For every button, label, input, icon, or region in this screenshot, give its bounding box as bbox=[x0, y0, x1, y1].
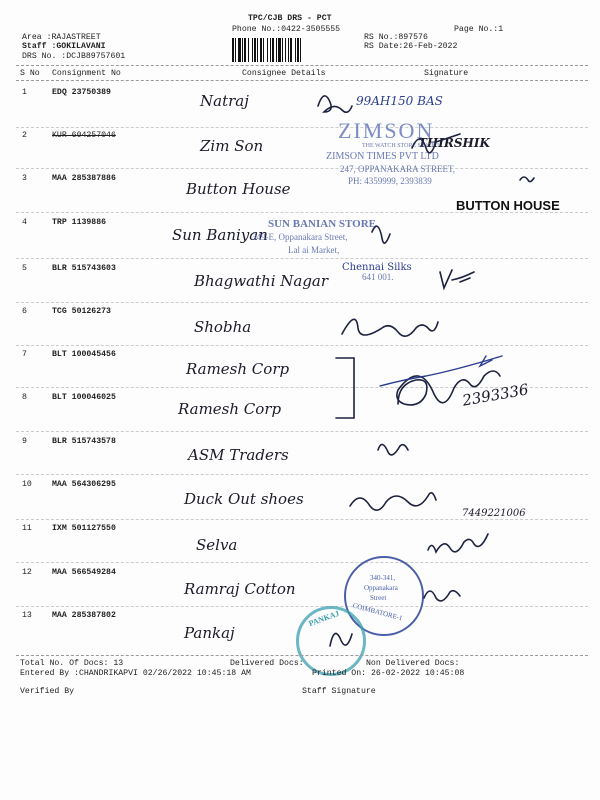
row-consignment: BLT 100045456 bbox=[52, 350, 116, 359]
phone-number: Phone No.:0422-3505555 bbox=[232, 25, 341, 34]
row-consignee-handwritten: Button House bbox=[186, 180, 291, 198]
zimson-phone: PH: 4359999, 2393839 bbox=[348, 176, 432, 186]
signature-11 bbox=[428, 534, 488, 552]
row-sno: 3 bbox=[22, 174, 27, 183]
entered-by: Entered By :CHANDRIKAPVI 02/26/2022 10:45:18 AM bbox=[20, 669, 251, 678]
row-consignee-handwritten: ASM Traders bbox=[188, 446, 289, 464]
row-consignee-handwritten: Duck Out shoes bbox=[184, 490, 304, 508]
zimson-address: 247, OPPANAKARA STREET, bbox=[340, 164, 456, 174]
signature-13 bbox=[330, 634, 352, 647]
sun-address-2: Lal ai Market, bbox=[288, 245, 340, 255]
sun-address-1: 349-E, Oppanakara Street, bbox=[252, 232, 348, 242]
signature-5 bbox=[440, 270, 474, 288]
row-consignee-handwritten: Ramraj Cotton bbox=[184, 580, 296, 598]
row-sno: 11 bbox=[22, 524, 32, 533]
row-consignment: MAA 285387802 bbox=[52, 611, 116, 620]
sun-address-3: 641 001. bbox=[362, 272, 394, 282]
printed-on: Printed On: 26-02-2022 10:45:08 bbox=[312, 669, 465, 678]
round-stamp-line: 340-341, bbox=[370, 574, 396, 582]
row-consignment: BLT 100046025 bbox=[52, 393, 116, 402]
signature-12 bbox=[424, 591, 460, 601]
row-sno: 2 bbox=[22, 131, 27, 140]
signature-9 bbox=[378, 444, 408, 454]
row-consignee-handwritten: Ramesh Corp bbox=[186, 360, 290, 378]
row-note: THIRSHIK bbox=[418, 136, 490, 150]
row-consignee-handwritten: Shobha bbox=[194, 318, 252, 336]
row-consignee-handwritten: Natraj bbox=[200, 92, 249, 110]
verified-by: Verified By bbox=[20, 687, 75, 696]
rs-number: RS No.:897576 bbox=[364, 33, 428, 42]
row-consignment: TRP 1139886 bbox=[52, 218, 107, 227]
signature-1 bbox=[318, 96, 352, 112]
signature-8 bbox=[397, 371, 500, 405]
zimson-tagline: THE WATCH STORE SINCE 1 bbox=[362, 143, 440, 149]
row-consignment: BLR 515743578 bbox=[52, 437, 116, 446]
row-consignee-handwritten: Bhagwathi Nagar bbox=[194, 272, 329, 290]
row-consignee-handwritten: Zim Son bbox=[200, 137, 264, 155]
row-sno: 13 bbox=[22, 611, 32, 620]
round-stamp-line: Oppanakara bbox=[364, 584, 398, 592]
row-sno: 5 bbox=[22, 264, 27, 273]
row-sno: 9 bbox=[22, 437, 27, 446]
row-note: 7449221006 bbox=[462, 508, 526, 519]
signature-7 bbox=[336, 358, 354, 418]
row-sno: 7 bbox=[22, 350, 27, 359]
sun-name: SUN BANIAN STORE bbox=[268, 218, 376, 230]
row-sno: 8 bbox=[22, 393, 27, 402]
column-sno: S No bbox=[20, 69, 40, 78]
row-note: Chennai Silks bbox=[342, 262, 412, 273]
button-house-stamp: BUTTON HOUSE bbox=[456, 198, 560, 213]
row-consignee-handwritten: Pankaj bbox=[184, 624, 235, 642]
column-consignment: Consignment No bbox=[52, 69, 121, 78]
pankaj-stamp-text: PANKAJ bbox=[307, 608, 341, 629]
row-consignee-handwritten: Sun Baniyan bbox=[172, 226, 268, 244]
signature-2 bbox=[412, 134, 460, 153]
page-number: Page No.:1 bbox=[454, 25, 504, 34]
row-sno: 4 bbox=[22, 218, 27, 227]
row-consignment: TCG 50126273 bbox=[52, 307, 111, 316]
row-consignment: MAA 564306295 bbox=[52, 480, 116, 489]
delivered-docs: Delivered Docs: bbox=[230, 659, 304, 668]
signature-10 bbox=[350, 493, 436, 510]
round-stamp-line: COIMBATORE-1 bbox=[351, 601, 404, 623]
signature-3 bbox=[520, 177, 534, 182]
round-stamp-line: Street bbox=[370, 594, 387, 602]
staff-signature: Staff Signature bbox=[302, 687, 376, 696]
zimson-name: ZIMSON TIMES PVT LTD bbox=[326, 151, 439, 162]
row-consignment: MAA 566549284 bbox=[52, 568, 116, 577]
row-consignment: KUR 604257046 bbox=[52, 131, 116, 140]
row-note: 99AH150 BAS bbox=[356, 94, 443, 108]
column-signature: Signature bbox=[424, 69, 469, 78]
row-sno: 12 bbox=[22, 568, 32, 577]
drs-number: DRS No. :DCJB89757601 bbox=[22, 52, 126, 61]
rs-date: RS Date:26-Feb-2022 bbox=[364, 42, 458, 51]
total-docs: Total No. Of Docs: 13 bbox=[20, 659, 124, 668]
signature-6 bbox=[342, 319, 438, 336]
row-consignment: BLR 515743603 bbox=[52, 264, 116, 273]
row-consignment: EDQ 23750389 bbox=[52, 88, 111, 97]
column-consignee: Consignee Details bbox=[242, 69, 326, 78]
row-consignment: IXM 501127550 bbox=[52, 524, 116, 533]
row-sno: 10 bbox=[22, 480, 32, 489]
zimson-brand: ZIMSON bbox=[338, 118, 435, 143]
signature-4 bbox=[372, 226, 390, 243]
row-sno: 6 bbox=[22, 307, 27, 316]
staff-label: Staff :GOKILAVANI bbox=[22, 42, 106, 51]
row-consignee-handwritten: Ramesh Corp bbox=[178, 400, 282, 418]
row-sno: 1 bbox=[22, 88, 27, 97]
area-label: Area :RAJASTREET bbox=[22, 33, 101, 42]
footer-divider bbox=[16, 655, 588, 656]
row-consignment: MAA 285387886 bbox=[52, 174, 116, 183]
non-delivered-docs: Non Delivered Docs: bbox=[366, 659, 460, 668]
row-consignee-handwritten: Selva bbox=[196, 536, 238, 554]
sheet-title: TPC/CJB DRS - PCT bbox=[248, 14, 332, 23]
row-note: 2393336 bbox=[460, 380, 530, 410]
